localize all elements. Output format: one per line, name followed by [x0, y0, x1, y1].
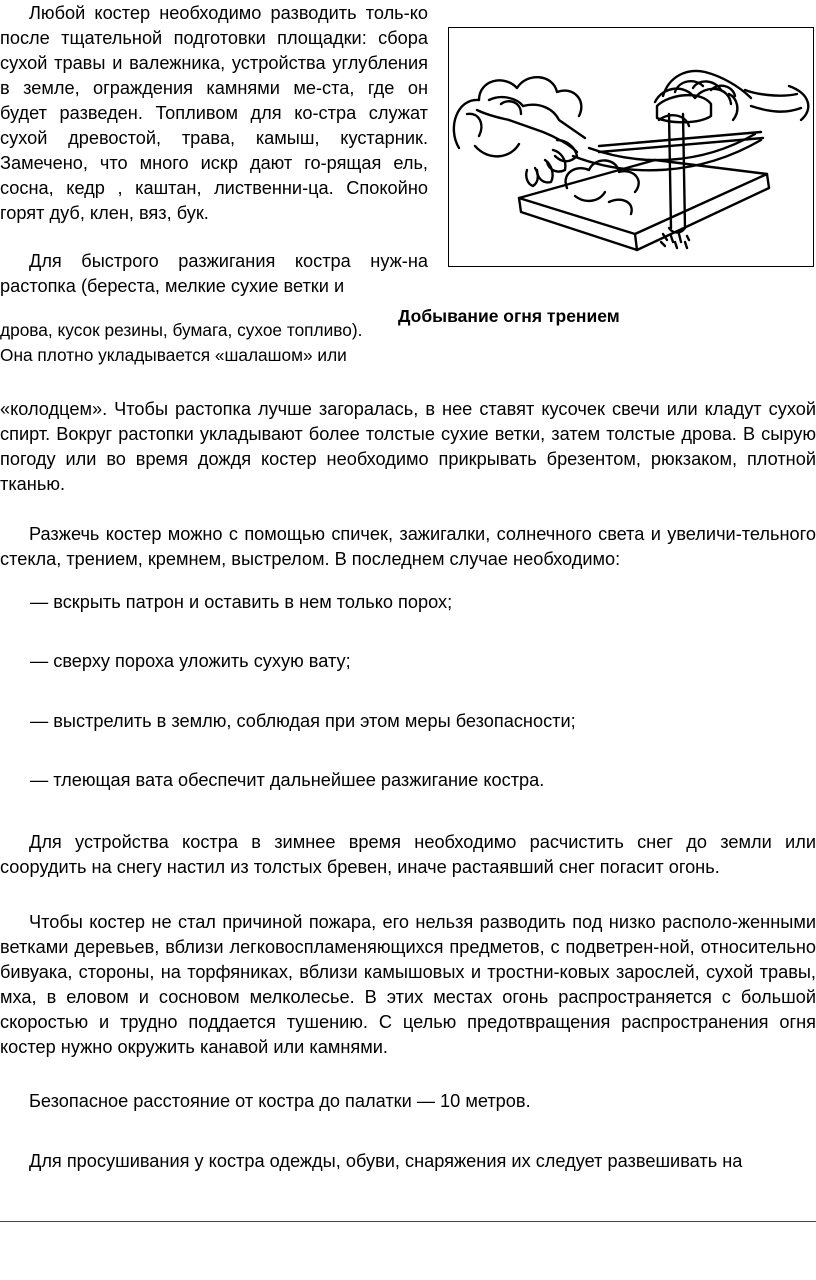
kindling-paragraph-middle: дрова, кусок резины, бумага, сухое топливо). Она плотно укладывается «шалашом» или	[0, 320, 363, 365]
shot-step: — вскрыть патрон и оставить в нем только порох;	[30, 592, 453, 612]
page-bottom-rule	[0, 1221, 816, 1222]
shot-step: — тлеющая вата обеспечит дальнейшее разжигание костра.	[30, 770, 545, 790]
ignition-paragraph: Разжечь костер можно с помощью спичек, зажигалки, солнечного света и увеличи-тельного стекла, трением, кремнем, выстрелом. В последнем случае необходимо:	[0, 524, 816, 569]
shot-step: — сверху пороха уложить сухую вату;	[30, 651, 351, 671]
kindling-paragraph-rest: «колодцем». Чтобы растопка лучше загоралась, в нее ставят кусочек свечи или кладут сухой спирт. Вокруг растопки укладывают более толстые сухие ветки, затем толстые дрова. В сырую погоду или во время дождя костер необходимо прикрывать брезентом, рюкзаком, плотной тканью.	[0, 399, 816, 494]
winter-paragraph: Для устройства костра в зимнее время необходимо расчистить снег до земли или соорудить на снегу настил из толстых бревен, иначе растаявший снег погасит огонь.	[0, 832, 816, 877]
kindling-paragraph-top: Для быстрого разжигания костра нуж-на растопка (береста, мелкие сухие ветки и	[0, 251, 428, 296]
figure-caption: Добывание огня трением	[398, 306, 620, 326]
drying-paragraph: Для просушивания у костра одежды, обуви, снаряжения их следует развешивать на	[29, 1151, 743, 1171]
safety-paragraph: Чтобы костер не стал причиной пожара, его нельзя разводить под низко располо-женными ветками деревьев, вблизи легковоспламеняющихся предметов, с подветрен-ной, относительно бивуака, стороны, на торфяниках, вблизи камышовых и тростни-ковых зарослей, сухой травы, мха, в еловом и сосновом мелколесье. В этих местах огонь распространяется с большой скоростью и трудно поддается тушению. С целью предотвращения распространения огня костер нужно окружить канавой или камнями.	[0, 912, 816, 1057]
intro-paragraph: Любой костер необходимо разводить толь-ко после тщательной подготовки площадки: сбора сухой травы и валежника, устройства углубления в земле, ограждения камнями ме-ста, где он будет разведен. Топливом для ко-стра служат сухой древостой, трава, камыш, кустарник. Замечено, что много искр дают го-рящая ель, сосна, кедр , каштан, лиственни-ца. Спокойно горят дуб, клен, вяз, бук.	[0, 3, 428, 223]
fire-by-friction-illustration	[448, 27, 814, 267]
fire-drill-drawing	[449, 28, 814, 267]
shot-step: — выстрелить в землю, соблюдая при этом меры безопасности;	[30, 711, 576, 731]
distance-paragraph: Безопасное расстояние от костра до палатки — 10 метров.	[29, 1091, 531, 1111]
